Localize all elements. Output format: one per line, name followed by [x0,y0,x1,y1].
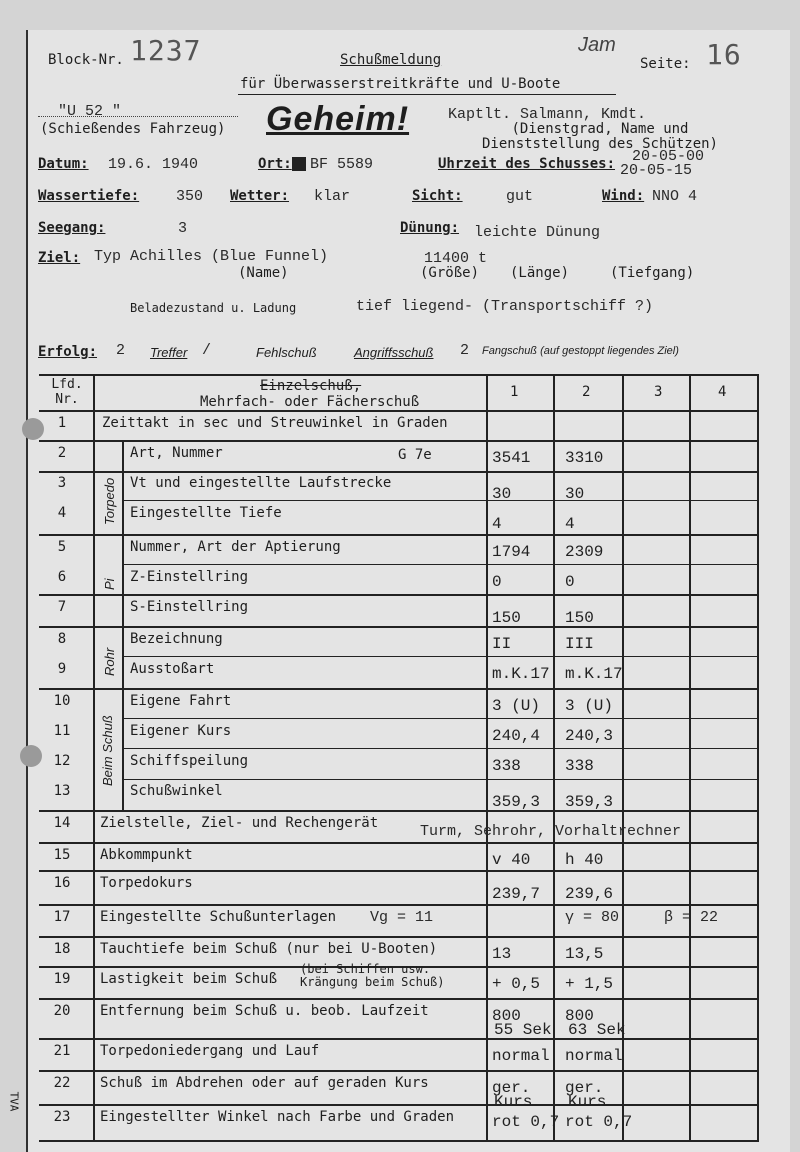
row-value-1: normal [492,1047,550,1065]
initials-stamp: Jam [578,34,616,56]
target-size: 11400 t [424,250,488,267]
row-value-2: 240,3 [565,727,614,745]
col-head-multi: Mehrfach- oder Fächerschuß [200,394,420,410]
group-schuss: Beim Schuß [100,715,115,786]
hits-value: 2 [116,342,126,359]
row-number: 9 [57,661,67,677]
row-label: Z-Einstellring [130,569,249,585]
row-value-2: 3 (U) [565,697,614,715]
row-number: 23 [53,1109,71,1125]
time-value-1: 20-05-00 [632,148,705,165]
block-number: 1237 [130,34,202,67]
sight-label: Sicht: [412,188,463,204]
weather-value: klar [314,188,351,205]
row-extra-2: γ = 80 [565,909,620,926]
row-value-2: 359,3 [565,793,614,811]
row-number: 18 [53,941,71,957]
group-torpedo: Torpedo [102,477,117,525]
sea-label: Seegang: [38,220,106,236]
col-4-header: 4 [718,384,727,400]
row-extra: Vg = 11 [370,909,434,926]
row-label: S-Einstellring [130,599,249,615]
col-lfd-header: Lfd. Nr. [51,377,83,407]
sea-value: 3 [178,220,188,237]
row-label: Torpedoniedergang und Lauf [100,1043,320,1059]
vessel-name: "U 52 " [58,103,122,120]
row-number: 14 [53,815,71,831]
row-value-1: 338 [492,757,521,775]
row-number: 15 [53,847,71,863]
row-value-1: m.K.17 [492,665,550,683]
row-value-1b: 55 Sek [494,1021,552,1039]
attack-value: 2 [460,342,470,359]
row-value-1: 240,4 [492,727,541,745]
page-label: Seite: [640,56,691,72]
place-value: BF 5589 [310,156,374,173]
row-label: Eigene Fahrt [130,693,232,709]
row-label: Nummer, Art der Aptierung [130,539,341,555]
target-label: Ziel: [38,250,81,266]
row-label: Eingestellte Tiefe [130,505,282,521]
wind-value: NNO 4 [652,188,698,205]
row-value-2: 3310 [565,449,604,467]
col-head-single: Einzelschuß, [260,378,362,394]
row-number: 2 [57,445,67,461]
page-number: 16 [706,38,742,71]
load-value: tief liegend- (Transportschiff ?) [356,298,654,315]
row-value-2: normal [565,1047,623,1065]
margin-note: TVA [7,1091,21,1112]
swell-value: leichte Dünung [474,224,601,241]
row-value-2: + 1,5 [565,975,614,993]
row-value-2: III [565,635,594,653]
row-value-1: 150 [492,609,521,627]
row-value-1: rot 0,7 [492,1113,560,1131]
wind-label: Wind: [602,188,645,204]
row-value-1: 30 [492,485,512,503]
row-number: 17 [53,909,71,925]
row-label: Torpedokurs [100,875,193,891]
row-value-2: 13,5 [565,945,604,963]
row-label: Zeittakt in sec und Streuwinkel in Graden [102,415,448,431]
row-value-1b: Kurs [494,1093,533,1111]
time-label: Uhrzeit des Schusses: [438,156,616,172]
col-2-header: 2 [582,384,591,400]
row-value-1: 239,7 [492,885,541,903]
row-number: 1 [57,415,67,431]
row-value-1: ger. [492,1079,531,1097]
row-label: Eigener Kurs [130,723,232,739]
date-value: 19.6. 1940 [108,156,199,173]
row-value-1: v 40 [492,851,531,869]
group-rohr: Rohr [102,647,117,676]
row-value-2: 0 [565,573,575,591]
weather-label: Wetter: [230,188,290,204]
target-value: Typ Achilles (Blue Funnel) [94,248,329,265]
row-value-2: rot 0,7 [565,1113,633,1131]
row-value-1: + 0,5 [492,975,541,993]
attack-label: Angriffsschuß [354,345,434,360]
row-extra-3: β = 22 [664,909,719,926]
date-label: Datum: [38,156,89,172]
length-label: (Länge) [510,265,570,281]
place-box [292,157,306,171]
row-value-1: 13 [492,945,512,963]
group-pi: Pi [102,578,117,590]
row-value-2b: Kurs [568,1093,607,1111]
row-label: Vt und eingestellte Laufstrecke [130,475,392,491]
row-number: 8 [57,631,67,647]
row-label: Ausstoßart [130,661,215,677]
row-label: Eingestellter Winkel nach Farbe und Graden [100,1109,455,1125]
catch-label: Fangschuß (auf gestoppt liegendes Ziel) [482,345,679,357]
row-value-2: 338 [565,757,594,775]
subtitle-underline [238,94,616,95]
row-number: 4 [57,505,67,521]
row-value-2: 800 [565,1007,594,1025]
row-number: 10 [53,693,71,709]
row-value-1: 0 [492,573,502,591]
row-number: 21 [53,1043,71,1059]
depth-value: 350 [176,188,204,205]
row-number: 13 [53,783,71,799]
depth-label: Wassertiefe: [38,188,140,204]
col-1-header: 1 [510,384,519,400]
vessel-dots [38,116,238,117]
row-label: Tauchtiefe beim Schuß (nur bei U-Booten) [100,941,438,957]
row-label: Lastigkeit beim Schuß [100,971,278,987]
vessel-label: (Schießendes Fahrzeug) [40,121,226,137]
commander-value: Kaptlt. Salmann, Kmdt. [448,106,647,123]
misses-value: / [202,342,212,359]
row-number: 6 [57,569,67,585]
time-value-2: 20-05-15 [620,162,693,179]
row-value-1: 4 [492,515,502,533]
row-label: Schiffspeilung [130,753,249,769]
row-extra: Turm, Sehrohr, Vorhaltrechner [420,823,682,840]
row-value-1: 1794 [492,543,531,561]
row-extra: G 7e [398,447,432,463]
row-value-1: II [492,635,512,653]
row-value-2: 150 [565,609,594,627]
hits-label: Treffer [150,345,188,360]
row-number: 12 [53,753,71,769]
row-value-2: m.K.17 [565,665,623,683]
row-number: 11 [53,723,71,739]
row-value-2: 30 [565,485,585,503]
misses-label: Fehlschuß [256,345,317,360]
row-number: 5 [57,539,67,555]
row-value-2b: 63 Sek [568,1021,626,1039]
commander-label: (Dienstgrad, Name und Dienststellung des Schützen) [481,121,718,152]
name-label: (Name) [238,265,289,281]
row-label: Zielstelle, Ziel- und Rechengerät [100,815,379,831]
row-sublabel: (bei Schiffen usw. Krängung beim Schuß) [300,962,445,989]
row-number: 3 [57,475,67,491]
block-label: Block-Nr. [48,52,124,68]
row-number: 16 [53,875,71,891]
row-label: Art, Nummer [130,445,223,461]
draught-label: (Tiefgang) [610,265,695,281]
row-number: 22 [53,1075,71,1091]
row-value-2: ger. [565,1079,604,1097]
punch-hole-top [22,418,44,440]
punch-hole-bottom [20,745,42,767]
row-label: Entfernung beim Schuß u. beob. Laufzeit [100,1003,429,1019]
place-label: Ort: [258,156,292,172]
row-label: Schuß im Abdrehen oder auf geraden Kurs [100,1075,429,1091]
row-value-1: 3541 [492,449,531,467]
secret-mark: Geheim! [266,100,410,138]
row-number: 19 [53,971,71,987]
result-label: Erfolg: [38,344,98,360]
col-3-header: 3 [654,384,663,400]
row-value-2: 239,6 [565,885,614,903]
sight-value: gut [506,188,534,205]
row-label: Eingestellte Schußunterlagen [100,909,337,925]
size-label: (Größe) [420,265,480,281]
row-value-2: 2309 [565,543,604,561]
row-label: Schußwinkel [130,783,223,799]
row-number: 20 [53,1003,71,1019]
load-label: Beladezustand u. Ladung [130,301,297,315]
row-label: Bezeichnung [130,631,223,647]
row-value-1: 800 [492,1007,521,1025]
row-number: 7 [57,599,67,615]
row-value-2: 4 [565,515,575,533]
row-value-2: h 40 [565,851,604,869]
swell-label: Dünung: [400,220,460,236]
subtitle: für Überwasserstreitkräfte und U-Boote [240,76,561,92]
row-value-1: 3 (U) [492,697,541,715]
report-title: Schußmeldung [340,52,442,68]
row-value-1: 359,3 [492,793,541,811]
row-label: Abkommpunkt [100,847,193,863]
